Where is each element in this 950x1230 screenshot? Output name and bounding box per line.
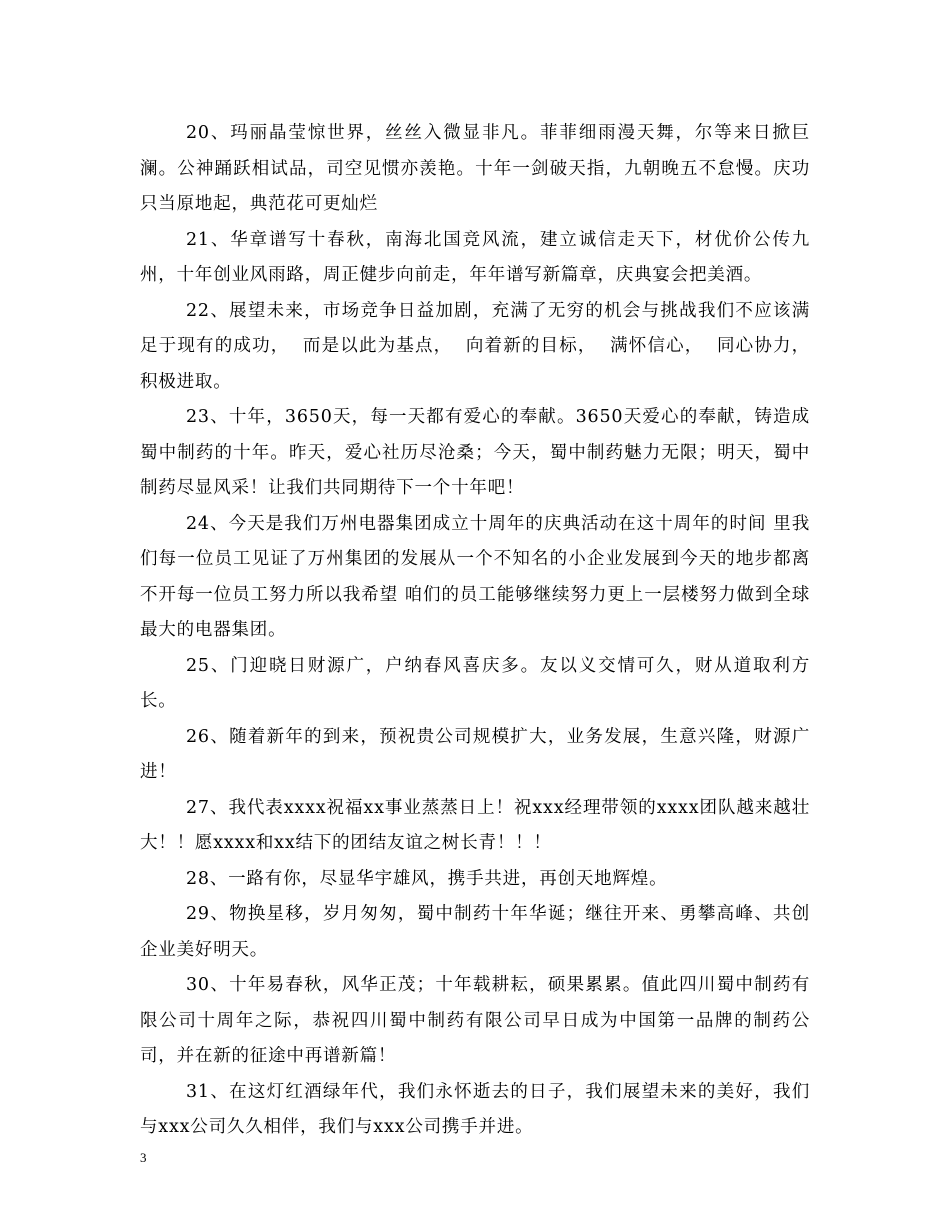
paragraph-21: 21、华章谱写十春秋，南海北国竞风流，建立诚信走天下，材优价公传九州，十年创业风雨路，周正健步向前走，年年谱写新篇章，庆典宴会把美酒。 [140, 229, 810, 285]
paragraph-31: 31、在这灯红酒绿年代，我们永怀逝去的日子，我们展望未来的美好，我们与xxx公司久久相伴，我们与xxx公司携手并进。 [140, 1081, 810, 1137]
paragraph-27: 27、我代表xxxx祝福xx事业蒸蒸日上！祝xxx经理带领的xxxx团队越来越壮大！！愿xxxx和xx结下的团结友谊之树长青！！！ [140, 797, 810, 853]
paragraph-25: 25、门迎晓日财源广，户纳春风喜庆多。友以义交情可久，财从道取利方长。 [140, 655, 810, 711]
document-body [140, 116, 810, 1146]
paragraph-28: 28、一路有你，尽显华宇雄风，携手共进，再创天地辉煌。 [186, 868, 668, 889]
paragraph-30: 30、十年易春秋，风华正茂；十年载耕耘，硕果累累。值此四川蜀中制药有限公司十周年之际，恭祝四川蜀中制药有限公司早日成为中国第一品牌的制药公司，并在新的征途中再谱新篇！ [140, 975, 810, 1066]
paragraph-24: 24、今天是我们万州电器集团成立十周年的庆典活动在这十周年的时间 里我们每一位员工见证了万州集团的发展从一个不知名的小企业发展到今天的地步都离不开每一位员工努力所以我希望 咱们的员工能够继续努力更上一层楼努力做到全球最大的电器集团。 [140, 513, 810, 640]
paragraph-20: 20、玛丽晶莹惊世界，丝丝入微显非凡。菲菲细雨漫天舞，尔等来日掀巨澜。公神踊跃相试品，司空见惯亦羡艳。十年一剑破天指，九朝晚五不怠慢。庆功只当原地起，典范花可更灿烂 [140, 123, 810, 214]
paragraph-23: 23、十年，3650天，每一天都有爱心的奉献。3650天爱心的奉献，铸造成蜀中制药的十年。昨天，爱心社历尽沧桑；今天，蜀中制药魅力无限；明天，蜀中制药尽显风采！让我们共同期待下一个十年吧！ [140, 407, 810, 498]
paragraph-26: 26、随着新年的到来，预祝贵公司规模扩大，业务发展，生意兴隆，财源广进！ [140, 726, 810, 782]
paragraph-29: 29、物换星移，岁月匆匆，蜀中制药十年华诞；继往开来、勇攀高峰、共创企业美好明天。 [140, 904, 810, 960]
paragraph-22: 22、展望未来，市场竞争日益加剧，充满了无穷的机会与挑战我们不应该满足于现有的成功， 而是以此为基点， 向着新的目标， 满怀信心， 同心协力，积极进取。 [140, 300, 810, 392]
page-number: 3 [140, 1150, 147, 1165]
